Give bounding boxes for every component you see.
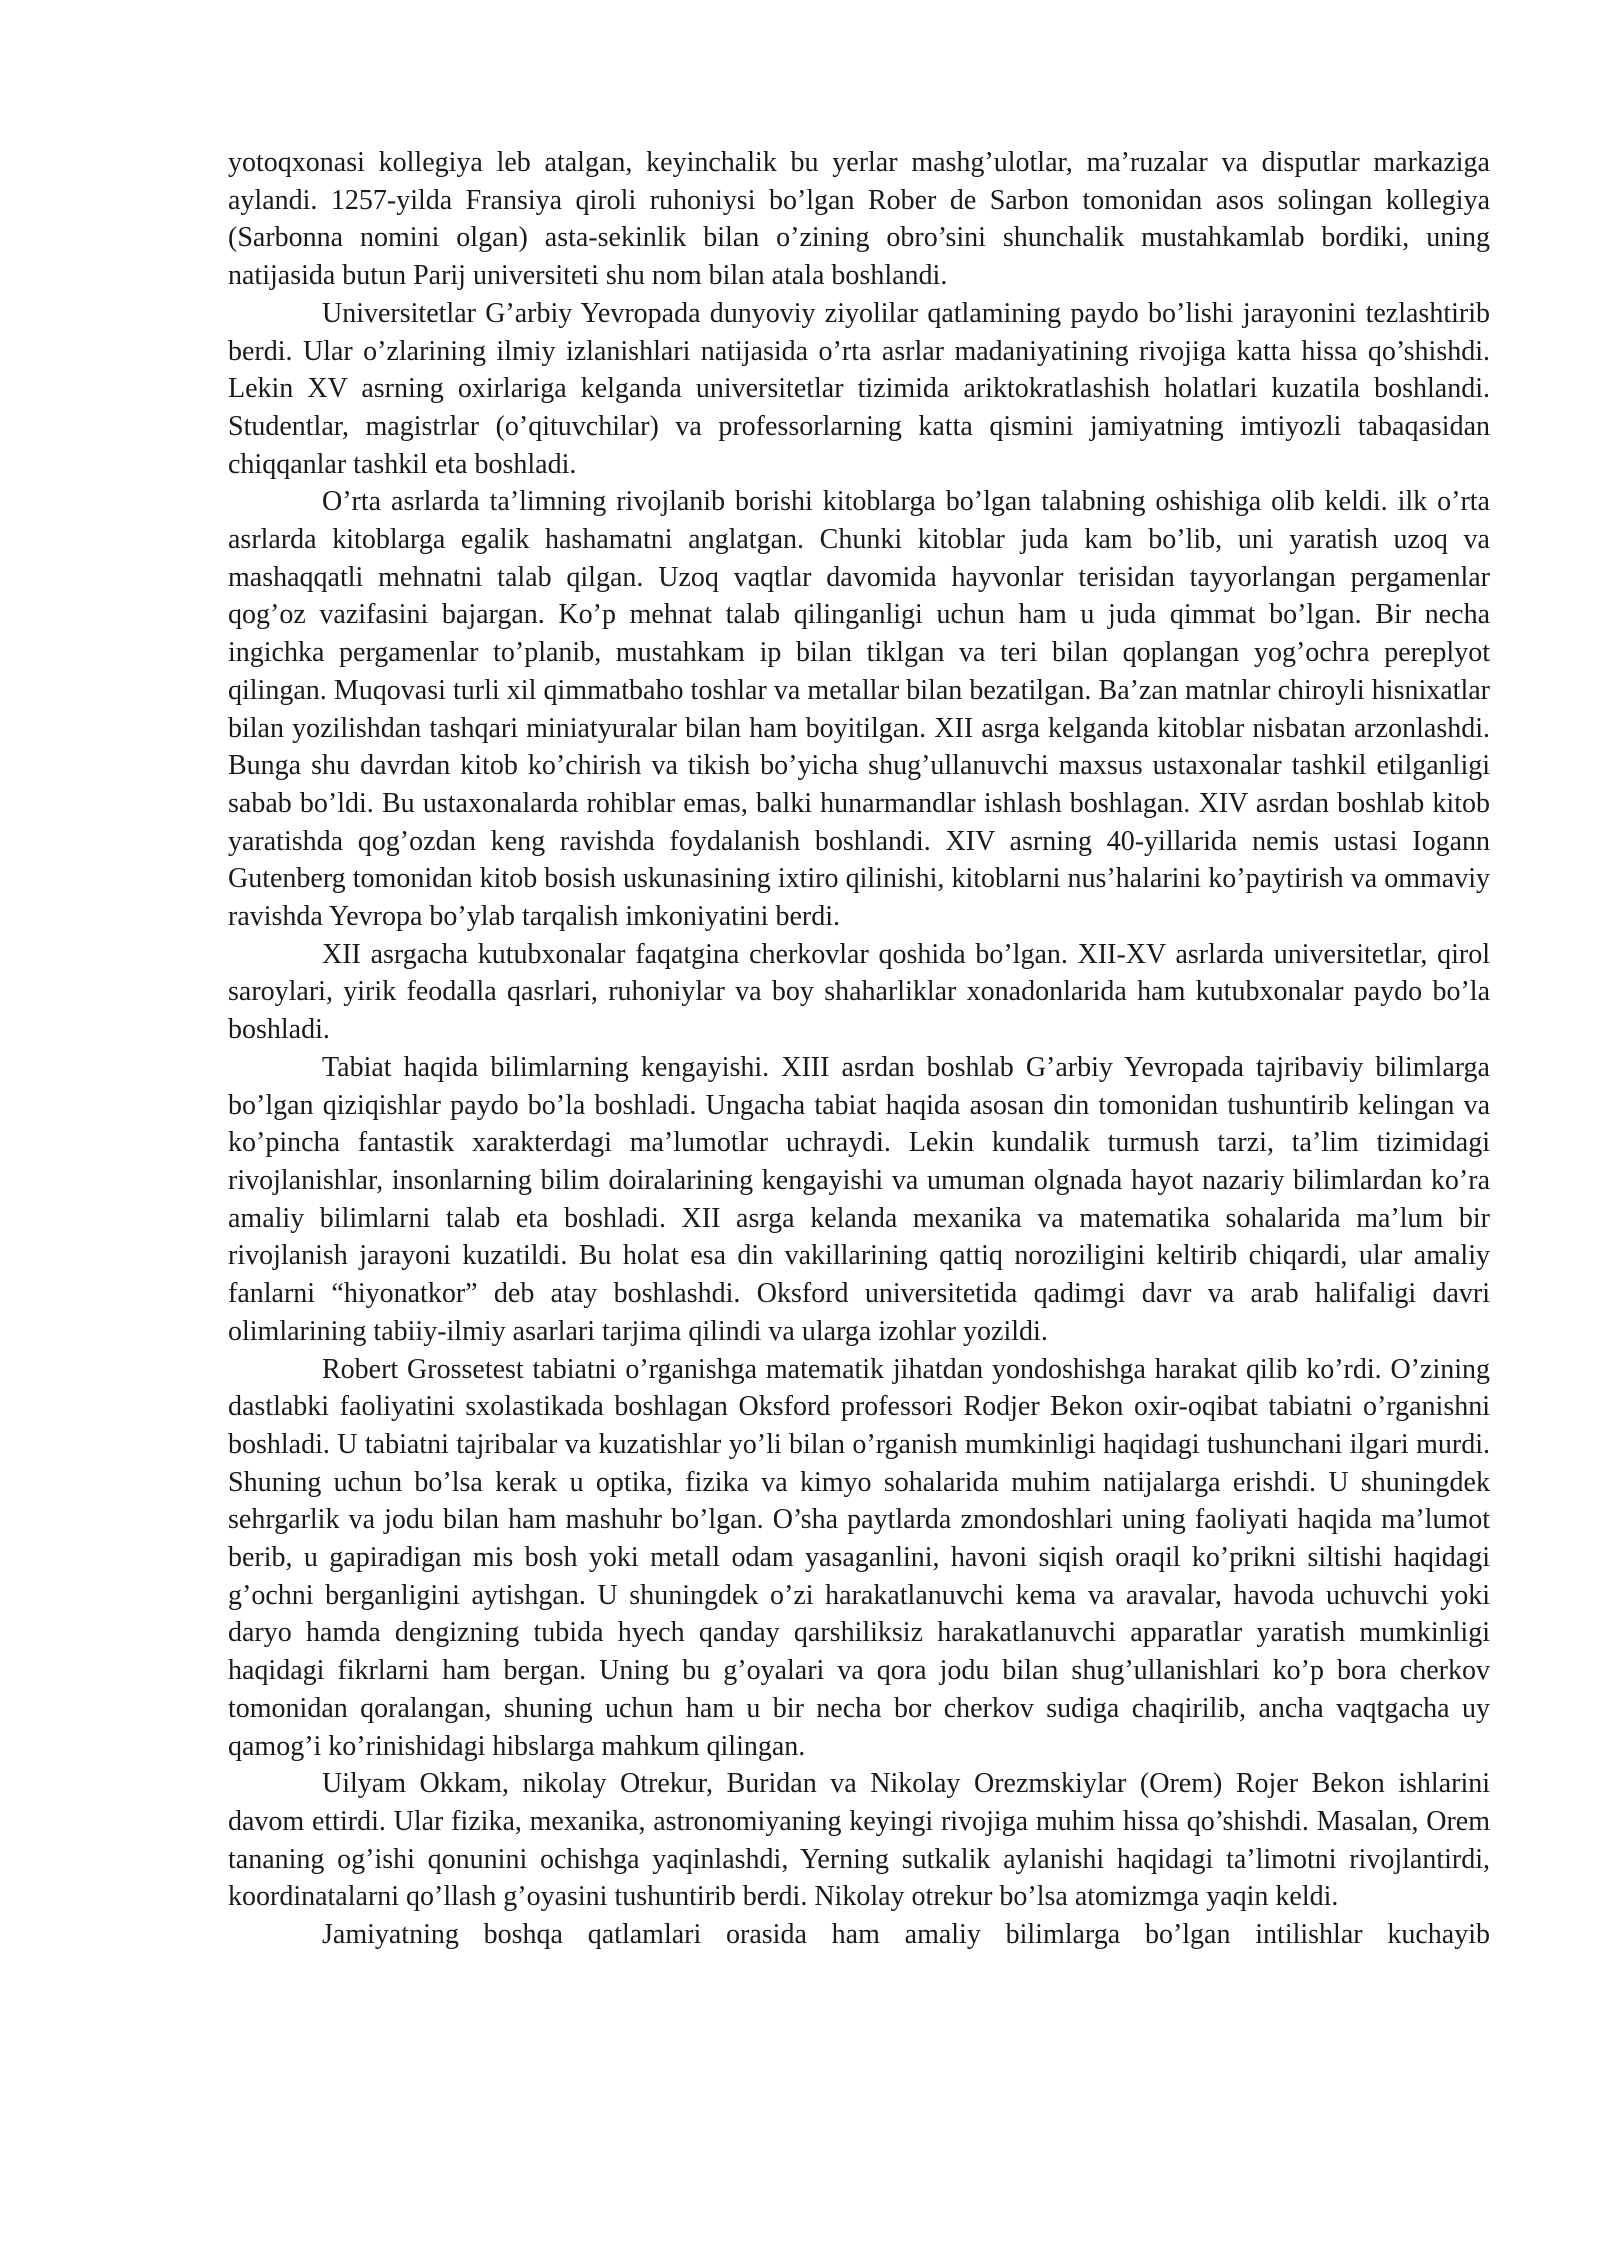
paragraph-grossetest-bekon: Robert Grossetest tabiatni o’rganishga matematik jihatdan yondoshishga harakat qilib ko’rdi. O’zining dastlabki faoliyatini sxolastikada boshlagan Oksford professori Rodjer Bekon oxir-oqibat tabiatni o’rganishni boshladi. U tabiatni tajribalar va kuzatishlar yo’li bilan o’rganish mumkinligi haqidagi tushunchani ilgari murdi. Shuning uchun bo’lsa kerak u optika, fizika va kimyo sohalarida muhim natijalarga erishdi. U shuningdek sehrgarlik va jodu bilan ham mashuhr bo’lgan. O’sha paytlarda zmondoshlari uning faoliyati haqida ma’lumot berib, u gapiradigan mis bosh yoki metall odam yasaganlini, havoni siqish oraqil ko’prikni siltishi haqidagi g’ochni berganligini aytishgan. U shuningdek o’zi harakatlanuvchi kema va aravalar, havoda uchuvchi yoki daryo hamda dengizning tubida hyech qanday qarshiliksiz harakatlanuvchi apparatlar yaratish mumkinligi haqidagi fikrlarni ham bergan. Uning bu g’oyalari va qora jodu bilan shug’ullanishlari ko’p bora cherkov tomonidan qoralangan, shuning uchun ham u bir necha bor cherkov sudiga chaqirilib, ancha vaqtgacha uy qamog’i ko’rinishidagi hibslarga mahkum qilingan. xyxy=(228,1353,1490,1762)
paragraph-books: O’rta asrlarda ta’limning rivojlanib borishi kitoblarga bo’lgan talabning oshishiga olib keldi. ilk o’rta asrlarda kitoblarga egalik hashamatni anglatgan. Chunki kitoblar juda kam bo’lib, uni yaratish uzoq va mashaqqatli mehnatni talab qilgan. Uzoq vaqtlar davomida hayvonlar terisidan tayyorlangan pergamenlar qog’oz vazifasini bajargan. Ko’p mehnat talab qilinganligi uchun ham u juda qimmat bo’lgan. Bir necha ingichka pergamenlar to’planib, mustahkam ip bilan tiklgan va teri bilan qoplangan yog’ochгa pereplyot qilingan. Muqovasi turli xil qimmatbaho toshlar va metallar bilan bezatilgan. Ba’zan matnlar chiroyli hisnixatlar bilan yozilishdan tashqari miniatyuralar bilan ham boyitilgan. XII asrga kelganda kitoblar nisbatan arzonlashdi. Bunga shu davrdan kitob ko’chirish va tikish bo’yicha shug’ullanuvchi maxsus ustaxonalar tashkil etilganligi sabab bo’ldi. Bu ustaxonalarda rohiblar emas, balki hunarmandlar ishlash boshlagan. XIV asrdan boshlab kitob yaratishda qog’ozdan keng ravishda foydalanish boshlandi. XIV asrning 40-yillarida nemis ustasi Iogann Gutenberg tomonidan kitob bosish uskunasining ixtiro qilinishi, kitoblarni nus’halarini ko’paytirish va ommaviy ravishda Yevropa bo’ylab tarqalish imkoniyatini berdi. xyxy=(228,486,1490,933)
document-body xyxy=(228,144,1490,1954)
paragraph-libraries: XII asrgacha kutubxonalar faqatgina cherkovlar qoshida bo’lgan. XII-XV asrlarda universitetlar, qirol saroylari, yirik feodalla qasrlari, ruhoniylar va boy shaharliklar xonadonlarida ham kutubxonalar paydo bo’la boshladi. xyxy=(228,938,1490,1046)
paragraph-society-layers: Jamiyatning boshqa qatlamlari orasida ham amaliy bilimlarga bo’lgan intilishlar kuchayib xyxy=(322,1919,1490,1951)
paragraph-okkam-orem: Uilyam Okkam, nikolay Otrekur, Buridan va Nikolay Orezmskiylar (Orem) Rojer Bekon ishlarini davom ettirdi. Ular fizika, mexanika, astronomiyaning keyingi rivojiga muhim hissa qo’shishdi. Masalan, Orem tananing og’ishi qonunini ochishga yaqinlashdi, Yerning sutkalik aylanishi haqidagi ta’limotni rivojlantirdi, koordinatalarni qo’llash g’oyasini tushuntirib berdi. Nikolay otrekur bo’lsa atomizmga yaqin keldi. xyxy=(228,1768,1490,1913)
paragraph-nature-knowledge: Tabiat haqida bilimlarning kengayishi. XIII asrdan boshlab G’arbiy Yevropada tajribaviy bilimlarga bo’lgan qiziqishlar paydo bo’la boshladi. Ungacha tabiat haqida asosan din tomonidan tushuntirib kelingan va ko’pincha fantastik xarakterdagi ma’lumotlar uchraydi. Lekin kundalik turmush tarzi, ta’lim tizimidagi rivojlanishlar, insonlarning bilim doiralarining kengayishi va umuman olgnada hayot nazariy bilimlardan ko’ra amaliy bilimlarni talab eta boshladi. XII asrga kelanda mexanika va matematika sohalarida ma’lum bir rivojlanish jarayoni kuzatildi. Bu holat esa din vakillarining qattiq noroziligini keltirib chiqardi, ular amaliy fanlarni “hiyonatkor” deb atay boshlashdi. Oksford universitetida qadimgi davr va arab halifaligi davri olimlarining tabiiy-ilmiy asarlari tarjima qilindi va ularga izohlar yozildi. xyxy=(228,1051,1490,1347)
paragraph-continuation: yotoqxonasi kollegiya leb atalgan, keyinchalik bu yerlar mashg’ulotlar, ma’ruzalar va disputlar markaziga aylandi. 1257-yilda Fransiya qiroli ruhoniysi bo’lgan Rober de Sarbon tomonidan asos solingan kollegiya (Sarbonna nomini olgan) asta-sekinlik bilan o’zining obro’sini shunchalik mustahkamlab bordiki, uning natijasida butun Parij universiteti shu nom bilan atala boshlandi. xyxy=(228,147,1490,292)
paragraph-universities: Universitetlar G’arbiy Yevropada dunyoviy ziyolilar qatlamining paydo bo’lishi jarayonini tezlashtirib berdi. Ular o’zlarining ilmiy izlanishlari natijasida o’rta asrlar madaniyatining rivojiga katta hissa qo’shishdi. Lekin XV asrning oxirlariga kelganda universitetlar tizimida ariktokratlashish holatlari kuzatila boshlandi. Studentlar, magistrlar (o’qituvchilar) va professorlarning katta qismini jamiyatning imtiyozli tabaqasidan chiqqanlar tashkil eta boshladi. xyxy=(228,297,1490,480)
